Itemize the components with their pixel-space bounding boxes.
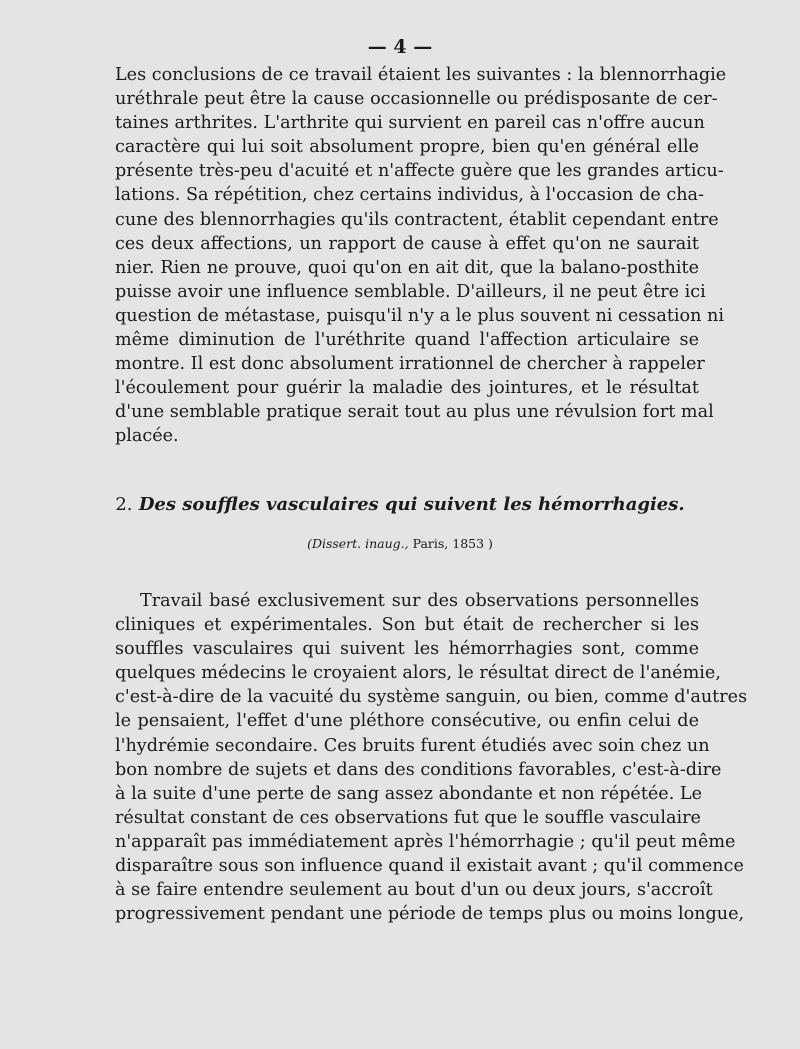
text-line: uréthrale peut être la cause occasionnelle ou prédisposante de cer- [115,89,718,110]
text-line: caractère qui lui soit absolument propre, bien qu'en général elle [115,137,699,158]
text-line: c'est-à-dire de la vacuité du système sanguin, ou bien, comme d'autres [115,687,748,708]
section-title: Des souffles vasculaires qui suivent les hémorrhagies. [138,494,685,515]
text-line: cliniques et expérimentales. Son but était de rechercher si les [115,615,699,636]
text-line: présente très-peu d'acuité et n'affecte guère que les grandes articu- [115,161,724,182]
text-line: à la suite d'une perte de sang assez abondante et non répétée. Le [115,783,702,804]
text-line: résultat constant de ces observations fut que le souffle vasculaire [115,807,701,828]
text-line: question de métastase, puisqu'il n'y a le plus souvent ni cessation ni [115,305,724,326]
section-heading [0,494,800,515]
text-line: l'hydrémie secondaire. Ces bruits furent étudiés avec soin chez un [115,735,710,756]
text-line: cune des blennorrhagies qu'ils contractent, établit cependant entre [115,209,719,230]
citation-work: (Dissert. inaug., [307,536,409,551]
text-line: à se faire entendre seulement au bout d'un ou deux jours, s'accroît [115,880,713,901]
text-line: disparaître sous son influence quand il existait avant ; qu'il commence [115,856,744,877]
section-number: 2. [115,494,133,515]
text-line: bon nombre de sujets et dans des conditions favorables, c'est-à-dire [115,759,722,780]
page-number: — 4 — [367,36,433,58]
text-line: d'une semblable pratique serait tout au plus une révulsion fort mal [115,402,714,423]
paragraph-conclusions [115,63,727,449]
text-line: même diminution de l'uréthrite quand l'affection articulaire se [115,330,699,351]
text-line: Les conclusions de ce travail étaient les suivantes : la blennorrhagie [115,65,727,85]
text-line: placée. [115,426,179,447]
citation [0,536,800,551]
citation-place-year: Paris, 1853 ) [408,536,493,551]
text-line: taines arthrites. L'arthrite qui survient en pareil cas n'offre aucun [115,113,705,134]
text-line: montre. Il est donc absolument irrationnel de chercher à rappeler [115,354,705,375]
text-line: le pensaient, l'effet d'une pléthore consécutive, ou enfin celui de [115,711,699,732]
text-line: l'écoulement pour guérir la maladie des jointures, et le résultat [115,378,699,399]
text-line: nier. Rien ne prouve, quoi qu'on en ait dit, que la balano-posthite [115,257,699,278]
text-line: Travail basé exclusivement sur des observations personnelles [140,591,699,611]
text-line: puisse avoir une influence semblable. D'ailleurs, il ne peut être ici [115,281,706,302]
text-line: n'apparaît pas immédiatement après l'hémorrhagie ; qu'il peut même [115,831,736,852]
paragraph-travail [115,589,748,926]
text-line: lations. Sa répétition, chez certains individus, à l'occasion de cha- [115,185,704,206]
text-line: quelques médecins le croyaient alors, le résultat direct de l'anémie, [115,663,721,684]
text-line: ces deux affections, un rapport de cause à effet qu'on ne saurait [115,233,699,254]
text-line: progressivement pendant une période de temps plus ou moins longue, [115,904,745,925]
text-line: souffles vasculaires qui suivent les hémorrhagies sont, comme [115,639,699,660]
